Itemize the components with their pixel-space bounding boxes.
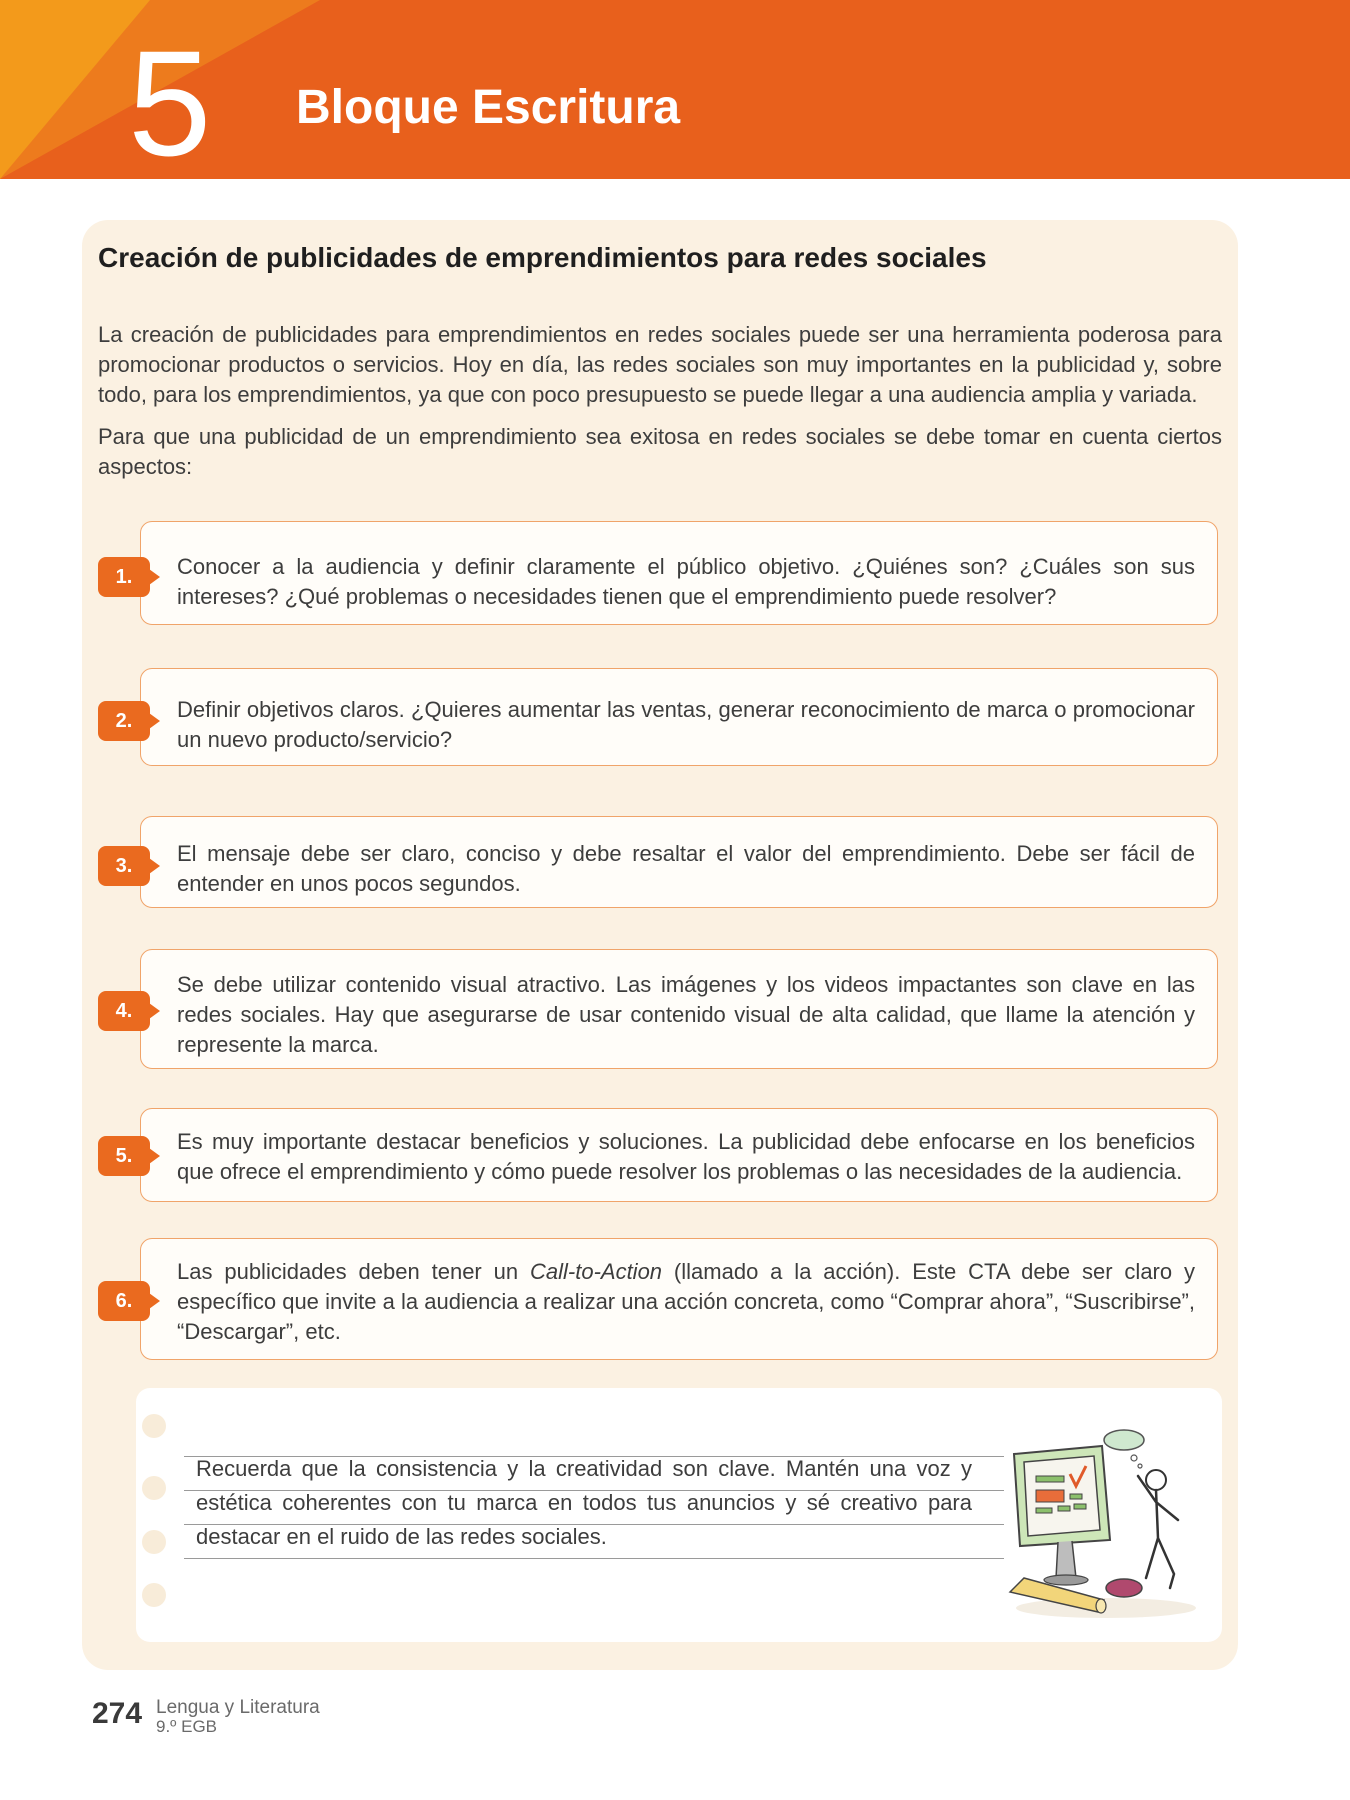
list-item-text: Se debe utilizar contenido visual atractivo. Las imágenes y los videos impactantes son clave en las redes sociales. Hay que asegurarse de usar contenido visual de alta calidad, que llame la atención y represente la marca.	[177, 972, 1195, 1057]
notebook-hole	[142, 1414, 166, 1438]
list-item-text	[177, 1257, 1195, 1347]
list-item	[140, 1238, 1218, 1360]
notebook-rule	[184, 1558, 1004, 1559]
item-number-badge: 6.	[98, 1281, 150, 1321]
chapter-number: 5	[128, 19, 212, 179]
notebook-hole	[142, 1476, 166, 1500]
thought-bubble-icon	[1104, 1430, 1144, 1450]
item-number-badge: 3.	[98, 846, 150, 886]
list-item-text-part: Las publicidades deben tener un	[177, 1259, 530, 1284]
content-panel	[82, 220, 1238, 1670]
list-item-text: Conocer a la audiencia y definir claramente el público objetivo. ¿Quiénes son? ¿Cuáles son sus intereses? ¿Qué problemas o necesidades tienen que el emprendimiento puede resolver?	[177, 554, 1195, 609]
list-item	[140, 816, 1218, 908]
intro-paragraph-2: Para que una publicidad de un emprendimiento sea exitosa en redes sociales se debe tomar en cuenta ciertos aspectos:	[98, 424, 1222, 479]
subject-label: Lengua y Literatura	[156, 1697, 320, 1718]
section-title: Creación de publicidades de emprendimientos para redes sociales	[98, 242, 987, 273]
intro-paragraph-1: La creación de publicidades para emprendimientos en redes sociales puede ser una herramienta poderosa para promocionar productos o servicios. Hoy en día, las redes sociales son muy importantes en la publicidad y, sobre todo, para los emprendimientos, ya que con poco presupuesto se puede llegar a una audiencia amplia y variada.	[98, 322, 1222, 407]
tip-note-card	[136, 1388, 1222, 1642]
call-to-action-term: Call-to-Action	[530, 1259, 663, 1284]
list-item	[140, 668, 1218, 766]
notebook-hole	[142, 1530, 166, 1554]
list-item-text: Es muy importante destacar beneficios y soluciones. La publicidad debe enfocarse en los beneficios que ofrece el emprendimiento y cómo puede resolver los problemas o las necesidades de la audiencia.	[177, 1129, 1195, 1184]
item-number-badge: 1.	[98, 557, 150, 597]
list-item	[140, 1108, 1218, 1202]
item-number-badge: 2.	[98, 701, 150, 741]
mouse-icon	[1106, 1579, 1142, 1597]
item-number-badge: 4.	[98, 991, 150, 1031]
tip-text: Recuerda que la consistencia y la creatividad son clave. Mantén una voz y estética coherentes con tu marca en todos tus anuncios y sé creativo para destacar en el ruido de las redes sociales.	[196, 1456, 972, 1549]
chapter-header	[0, 0, 1350, 179]
list-item	[140, 521, 1218, 625]
notebook-hole	[142, 1583, 166, 1607]
item-number-badge: 5.	[98, 1136, 150, 1176]
list-item-text-part: (llamado a la acción). Este CTA debe ser claro y específico que invite a la audiencia a realizar una acción concreta, como “Comprar ahora”, “Suscribirse”, “Descargar”, etc.	[177, 1259, 1196, 1344]
page-number: 274	[92, 1697, 143, 1730]
computer-user-illustration	[1006, 1428, 1206, 1628]
grade-label: 9.º EGB	[156, 1717, 218, 1736]
list-item-text: El mensaje debe ser claro, conciso y debe resaltar el valor del emprendimiento. Debe ser fácil de entender en unos pocos segundos.	[177, 841, 1195, 896]
list-item	[140, 949, 1218, 1069]
person-icon	[1146, 1470, 1166, 1490]
chapter-title: Bloque Escritura	[296, 81, 681, 134]
list-item-text: Definir objetivos claros. ¿Quieres aumentar las ventas, generar reconocimiento de marca o promocionar un nuevo producto/servicio?	[177, 697, 1195, 752]
